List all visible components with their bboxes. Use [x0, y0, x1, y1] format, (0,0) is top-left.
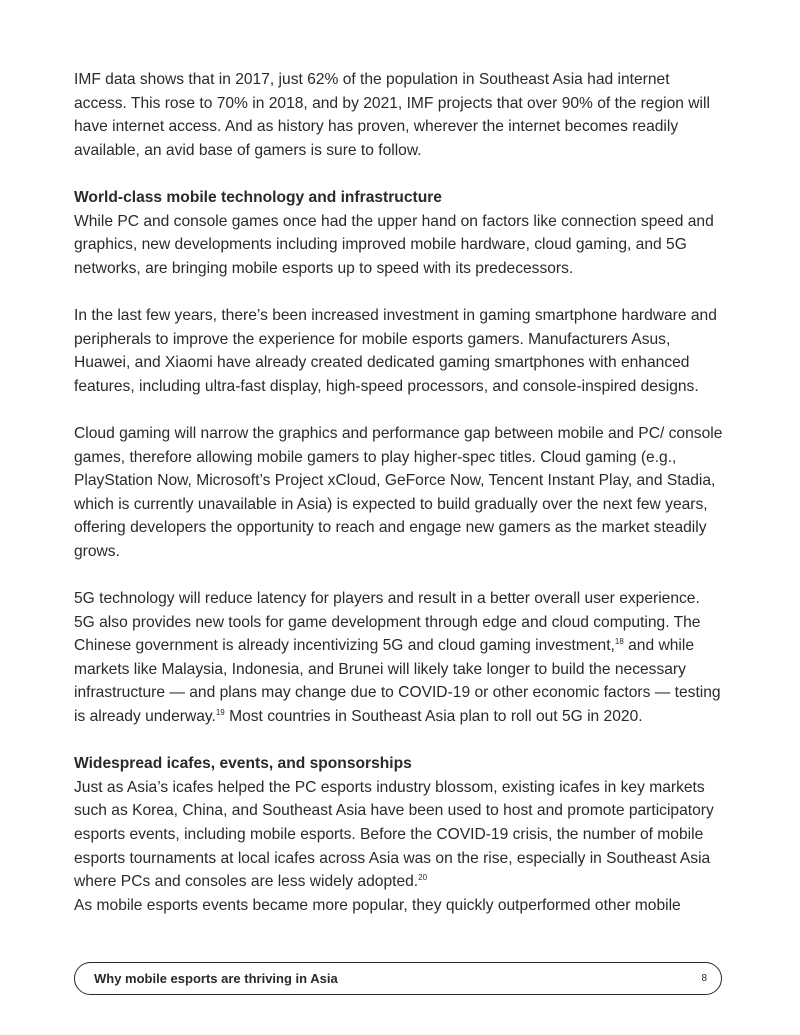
paragraph-cloud-gaming: Cloud gaming will narrow the graphics and performance gap between mobile and PC/ console games, therefore allowing mobile gamers to play higher-spec titles. Cloud gaming (e.g., PlayStation Now, Microsoft’s Project xCloud, GeForce Now, Tencent Instant Play, and Stadia, which is currently unavailable in Asia) is expected to build gradually over the next few years, offering developers the opportunity to reach and engage new gamers as the market steadily grows.: [74, 424, 723, 560]
paragraph-gaming-hardware: In the last few years, there’s been increased investment in gaming smartphone hardware and peripherals to improve the experience for mobile esports gamers. Manufacturers Asus, Huawei, and Xiaomi have already created dedicated gaming smartphones with enhanced features, including ultra-fast display, high-speed processors, and console-inspired designs.: [74, 306, 717, 395]
section-icafes: [74, 752, 724, 917]
section-heading: World-class mobile technology and infrastructure: [74, 188, 442, 206]
section-mobile-technology: [74, 186, 724, 280]
footer-title: Why mobile esports are thriving in Asia: [94, 971, 338, 986]
paragraph-pc-console: While PC and console games once had the upper hand on factors like connection speed and graphics, new developments including improved mobile hardware, cloud gaming, and 5G networks, are bringing mobile esports up to speed with its predecessors.: [74, 212, 714, 277]
page-footer: [74, 962, 722, 995]
text-run: Most countries in Southeast Asia plan to roll out 5G in 2020.: [224, 708, 643, 726]
paragraph-mobile-events: As mobile esports events became more popular, they quickly outperformed other mobile: [74, 896, 681, 914]
text-run: 5G technology will reduce latency for players and result in a better overall user experience. 5G also provides new tools for game development through edge and cloud computing. The Chinese government is already incentivizing 5G and cloud gaming investment,: [74, 590, 701, 655]
page-number: 8: [701, 973, 707, 984]
document-body: [74, 68, 724, 917]
paragraph-internet-access: IMF data shows that in 2017, just 62% of the population in Southeast Asia had internet access. This rose to 70% in 2018, and by 2021, IMF projects that over 90% of the region will have internet access. And as history has proven, wherever the internet becomes readily available, an avid base of gamers is sure to follow.: [74, 71, 710, 159]
text-run: and while markets like Malaysia, Indonesia, and Brunei will likely take longer to build the necessary infrastructure — and plans may change due to COVID-19 or other economic factors — testing is already underway.: [74, 637, 721, 726]
footnote-ref-19: 19: [215, 707, 225, 717]
footnote-ref-18: 18: [614, 637, 624, 647]
text-run: Just as Asia’s icafes helped the PC esports industry blossom, existing icafes in key markets such as Korea, China, and Southeast Asia have been used to host and promote participatory esports events, including mobile esports. Before the COVID-19 crisis, the number of mobile esports tournaments at local icafes across Asia was on the rise, especially in Southeast Asia where PCs and consoles are less widely adopted.: [74, 778, 714, 891]
paragraph-5g: [74, 587, 724, 729]
section-heading: Widespread icafes, events, and sponsorships: [74, 755, 412, 773]
footnote-ref-20: 20: [418, 873, 428, 882]
paragraph-icafes: [74, 779, 714, 890]
